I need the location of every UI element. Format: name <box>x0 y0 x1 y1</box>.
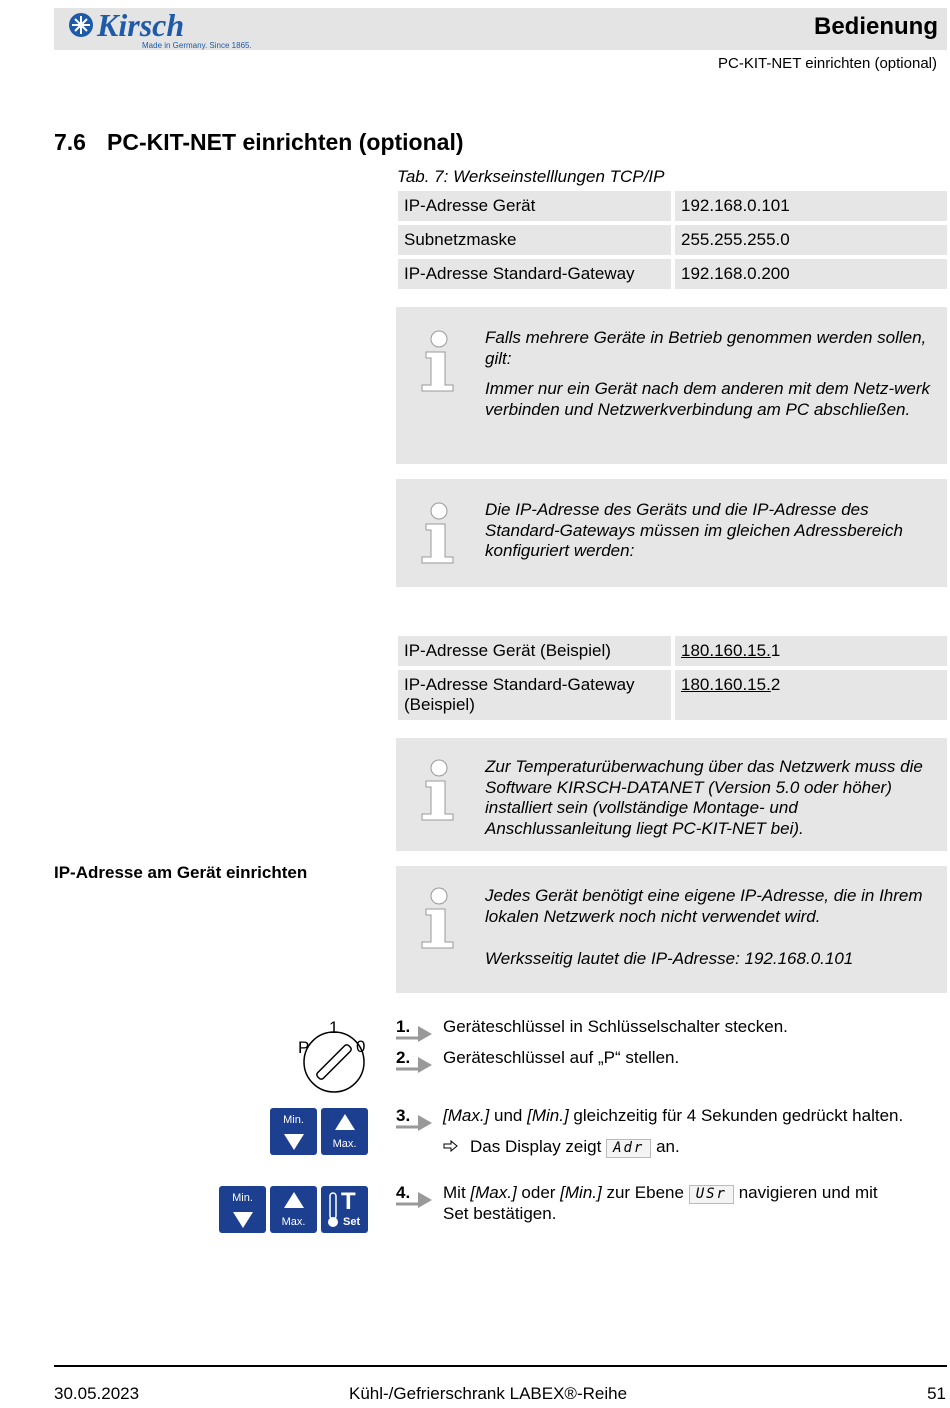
text-fragment: an. <box>651 1137 680 1156</box>
min-key-label: Min. <box>232 1192 253 1204</box>
step-text-continued: Set bestätigen. <box>443 1204 557 1223</box>
note-paragraph: Jedes Gerät benötigt eine eigene IP-Adresse, die in Ihrem lokalen Netzwerk noch nicht verwendet wird. <box>485 886 923 926</box>
table-cell-label: IP-Adresse Standard-Gateway (Beispiel) <box>398 670 671 720</box>
step-text <box>443 1183 878 1204</box>
info-icon <box>420 502 456 564</box>
text-fragment: zur Ebene <box>601 1183 689 1202</box>
info-note <box>396 866 947 993</box>
page-number: 51 <box>927 1384 946 1403</box>
table-cell-label: IP-Adresse Gerät <box>398 191 671 221</box>
info-icon <box>420 887 456 949</box>
max-key <box>321 1108 368 1155</box>
footer-title: Kühl-/Gefrierschrank LABEX®-Reihe <box>349 1384 628 1403</box>
step-text <box>443 1106 903 1127</box>
arrow-down-icon <box>233 1212 253 1228</box>
info-icon <box>420 759 456 821</box>
text-fragment: gleichzeitig für 4 Sekunden gedrückt halten. <box>568 1106 904 1125</box>
step-number: 2. <box>396 1048 411 1067</box>
step-number: 3. <box>396 1106 411 1125</box>
step-text: Geräteschlüssel auf „P“ stellen. <box>443 1048 680 1067</box>
info-note-text <box>485 328 943 420</box>
arrow-down-icon <box>284 1134 304 1150</box>
side-heading: IP-Adresse am Gerät einrichten <box>54 863 308 882</box>
footer-divider <box>54 1365 947 1367</box>
table-cell-value <box>675 670 947 720</box>
tcpip-defaults-table <box>394 187 950 293</box>
key-ref-min: [Min.] <box>560 1183 602 1202</box>
step-number: 1. <box>396 1017 411 1036</box>
key-switch-1: 1 <box>329 1018 339 1037</box>
table-cell-value: 192.168.0.200 <box>675 259 947 289</box>
ip-prefix: 180.160.15. <box>681 675 771 694</box>
step-item <box>396 1048 946 1070</box>
keypad-min-max-set <box>219 1186 371 1236</box>
note-paragraph: Werksseitig lautet die IP-Adresse: 192.168.0.101 <box>485 949 854 968</box>
ip-suffix: 2 <box>770 675 781 694</box>
min-key <box>219 1186 266 1233</box>
table-cell-value <box>675 636 947 666</box>
note-paragraph: Zur Temperaturüberwachung über das Netzwerk muss die Software KIRSCH-DATANET (Version 5.0 oder höher) installiert sein (vollständige Montage- und Anschlussanleitung liegt PC-KIT-NET bei). <box>485 757 923 838</box>
brand-tagline: Made in Germany. Since 1865. <box>142 41 252 50</box>
note-paragraph: Die IP-Adresse des Geräts und die IP-Adresse des Standard-Gateways müssen im gleichen Adressbereich konfiguriert werden: <box>485 500 903 560</box>
section-title: Bedienung <box>814 13 938 40</box>
table-cell-label: Subnetzmaske <box>398 225 671 255</box>
note-paragraph: Immer nur ein Gerät nach dem anderen mit dem Netz-werk verbinden und Netzwerkverbindung am PC abschließen. <box>485 379 931 419</box>
brand-name: Kirsch <box>97 10 185 43</box>
info-icon <box>420 330 456 392</box>
table-row <box>398 225 947 255</box>
table-cell-label: IP-Adresse Gerät (Beispiel) <box>398 636 671 666</box>
arrow-up-icon <box>284 1192 304 1208</box>
text-fragment: oder <box>516 1183 561 1202</box>
table-row <box>398 670 947 720</box>
key-ref-max: [Max.] <box>443 1106 490 1125</box>
step-item <box>396 1106 948 1161</box>
result-arrow-icon <box>443 1140 459 1152</box>
kirsch-logo <box>64 10 254 50</box>
info-note <box>396 738 947 851</box>
thermometer-icon <box>326 1191 340 1229</box>
max-key-label: Max. <box>281 1216 306 1228</box>
set-key-label: Set <box>343 1216 361 1228</box>
key-switch-0: 0 <box>356 1037 366 1056</box>
step-text: Geräteschlüssel in Schlüsselschalter stecken. <box>443 1017 788 1036</box>
table-cell-value: 255.255.255.0 <box>675 225 947 255</box>
text-fragment: navigieren und mit <box>733 1183 878 1202</box>
table-row <box>398 191 947 221</box>
info-note-text <box>485 500 943 562</box>
info-note-text <box>485 757 943 839</box>
min-key <box>270 1108 317 1155</box>
step-item <box>396 1017 946 1039</box>
info-note <box>396 307 947 464</box>
t-key-label: T <box>341 1188 356 1215</box>
max-key <box>270 1186 317 1233</box>
key-switch-p: P <box>298 1038 310 1057</box>
max-key-label: Max. <box>332 1138 357 1150</box>
ip-example-table <box>394 632 950 724</box>
key-switch-illustration <box>292 1016 372 1096</box>
display-readout: USr <box>689 1185 734 1204</box>
table-row <box>398 636 947 666</box>
info-note <box>396 479 947 587</box>
chapter-heading <box>54 129 464 156</box>
footer-date: 30.05.2023 <box>54 1384 140 1403</box>
keypad-min-max <box>270 1108 370 1158</box>
table-row <box>398 259 947 289</box>
chapter-number: 7.6 <box>54 129 86 155</box>
table-caption: Tab. 7: Werkseinstelllungen TCP/IP <box>397 167 665 186</box>
subsection-title: PC-KIT-NET einrichten (optional) <box>718 55 937 72</box>
text-fragment: Mit <box>443 1183 471 1202</box>
set-key <box>321 1186 368 1233</box>
key-ref-min: [Min.] <box>527 1106 569 1125</box>
table-cell-label: IP-Adresse Standard-Gateway <box>398 259 671 289</box>
ip-prefix: 180.160.15. <box>681 641 771 660</box>
table-cell-value: 192.168.0.101 <box>675 191 947 221</box>
chapter-title: PC-KIT-NET einrichten (optional) <box>107 129 464 155</box>
note-paragraph: Falls mehrere Geräte in Betrieb genommen werden sollen, gilt: <box>485 328 927 368</box>
step-result <box>443 1137 680 1158</box>
arrow-up-icon <box>335 1114 355 1130</box>
display-readout: Adr <box>606 1139 651 1158</box>
step-item <box>396 1183 948 1228</box>
info-note-text <box>485 886 943 970</box>
min-key-label: Min. <box>283 1114 304 1126</box>
step-number: 4. <box>396 1183 411 1202</box>
key-ref-max: [Max.] <box>470 1183 517 1202</box>
text-fragment: und <box>489 1106 528 1125</box>
ip-suffix: 1 <box>770 641 781 660</box>
text-fragment: Das Display zeigt <box>470 1137 607 1156</box>
